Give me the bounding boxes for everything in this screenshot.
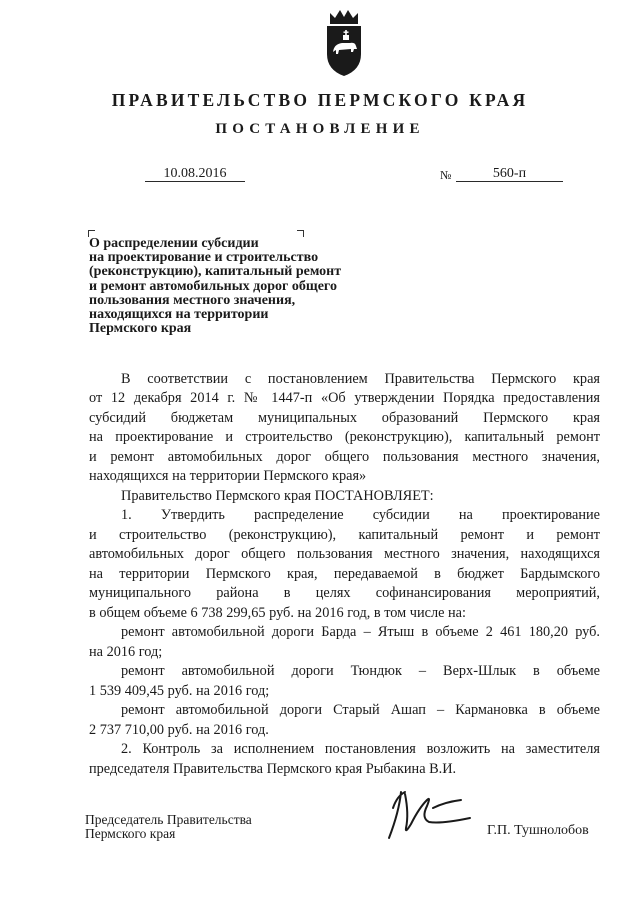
subject-line: и ремонт автомобильных дорог общего [89, 278, 337, 294]
subject-line: (реконструкцию), капитальный ремонт [89, 264, 342, 280]
body-line: субсидий бюджетам муниципальных образований Пермского края [89, 410, 600, 426]
subject-line: пользования местного значения, [89, 292, 296, 308]
body-line: 1. Утвердить распределение субсидии на проектирование [121, 507, 600, 523]
document-type: ПОСТАНОВЛЕНИЕ [215, 121, 425, 137]
body-line: председателя Правительства Пермского края Рыбакина В.И. [89, 761, 457, 777]
signer-title [85, 813, 252, 841]
body-line: на 2016 год; [89, 644, 163, 660]
body-line: ремонт автомобильной дороги Старый Ашап – Кармановка в объеме [121, 702, 600, 718]
coat-of-arms-icon [322, 8, 366, 78]
body-line: и ремонт автомобильных дорог общего пользования местного значения, [89, 449, 600, 465]
subject-line: на проектирование и строительство [89, 250, 319, 266]
body-line: ремонт автомобильной дороги Барда – Ятыш в объеме 2 461 180,20 руб. [121, 624, 600, 640]
body-line: 1 539 409,45 руб. на 2016 год; [89, 683, 270, 699]
body-line: Правительство Пермского края ПОСТАНОВЛЯЕТ: [121, 488, 434, 504]
body-line: ремонт автомобильной дороги Тюндюк – Верх-Шлык в объеме [121, 663, 600, 679]
body-line: автомобильных дорог общего пользования местного значения, находящихся [89, 546, 600, 562]
body-line: на территории Пермского края, передаваемой в бюджет Бардымского [89, 566, 600, 582]
subject-line: находящихся на территории [89, 307, 269, 323]
subject-line: О распределении субсидии [89, 236, 259, 251]
document-subject [89, 236, 342, 337]
subject-line: Пермского края [89, 321, 192, 337]
body-line: от 12 декабря 2014 г. № 1447-п «Об утверждении Порядка предоставления [89, 390, 600, 406]
signer-name: Г.П. Тушнолобов [487, 823, 589, 838]
government-title: ПРАВИТЕЛЬСТВО ПЕРМСКОГО КРАЯ [111, 90, 529, 110]
body-line: находящихся на территории Пермского края» [89, 468, 367, 484]
document-number: 560-п [456, 166, 563, 182]
body-line: и строительство (реконструкцию), капитальный ремонт и ремонт [89, 527, 600, 543]
signer-title-line: Пермского края [85, 826, 176, 841]
subject-corner-right [297, 230, 304, 237]
number-sign: № [440, 168, 452, 182]
body-line: в общем объеме 6 738 299,65 руб. на 2016 год, в том числе на: [89, 605, 466, 621]
body-line: В соответствии с постановлением Правительства Пермского края [121, 371, 600, 387]
signature-icon [375, 778, 475, 843]
body-line: 2 737 710,00 руб. на 2016 год. [89, 722, 269, 738]
document-date: 10.08.2016 [145, 166, 245, 182]
body-line: на проектирование и строительство (реконструкцию), капитальный ремонт [89, 429, 600, 445]
body-line: 2. Контроль за исполнением постановления возложить на заместителя [121, 741, 600, 757]
signer-title-line: Председатель Правительства [85, 812, 252, 827]
body-line: муниципального района в целях софинансирования мероприятий, [89, 585, 600, 601]
